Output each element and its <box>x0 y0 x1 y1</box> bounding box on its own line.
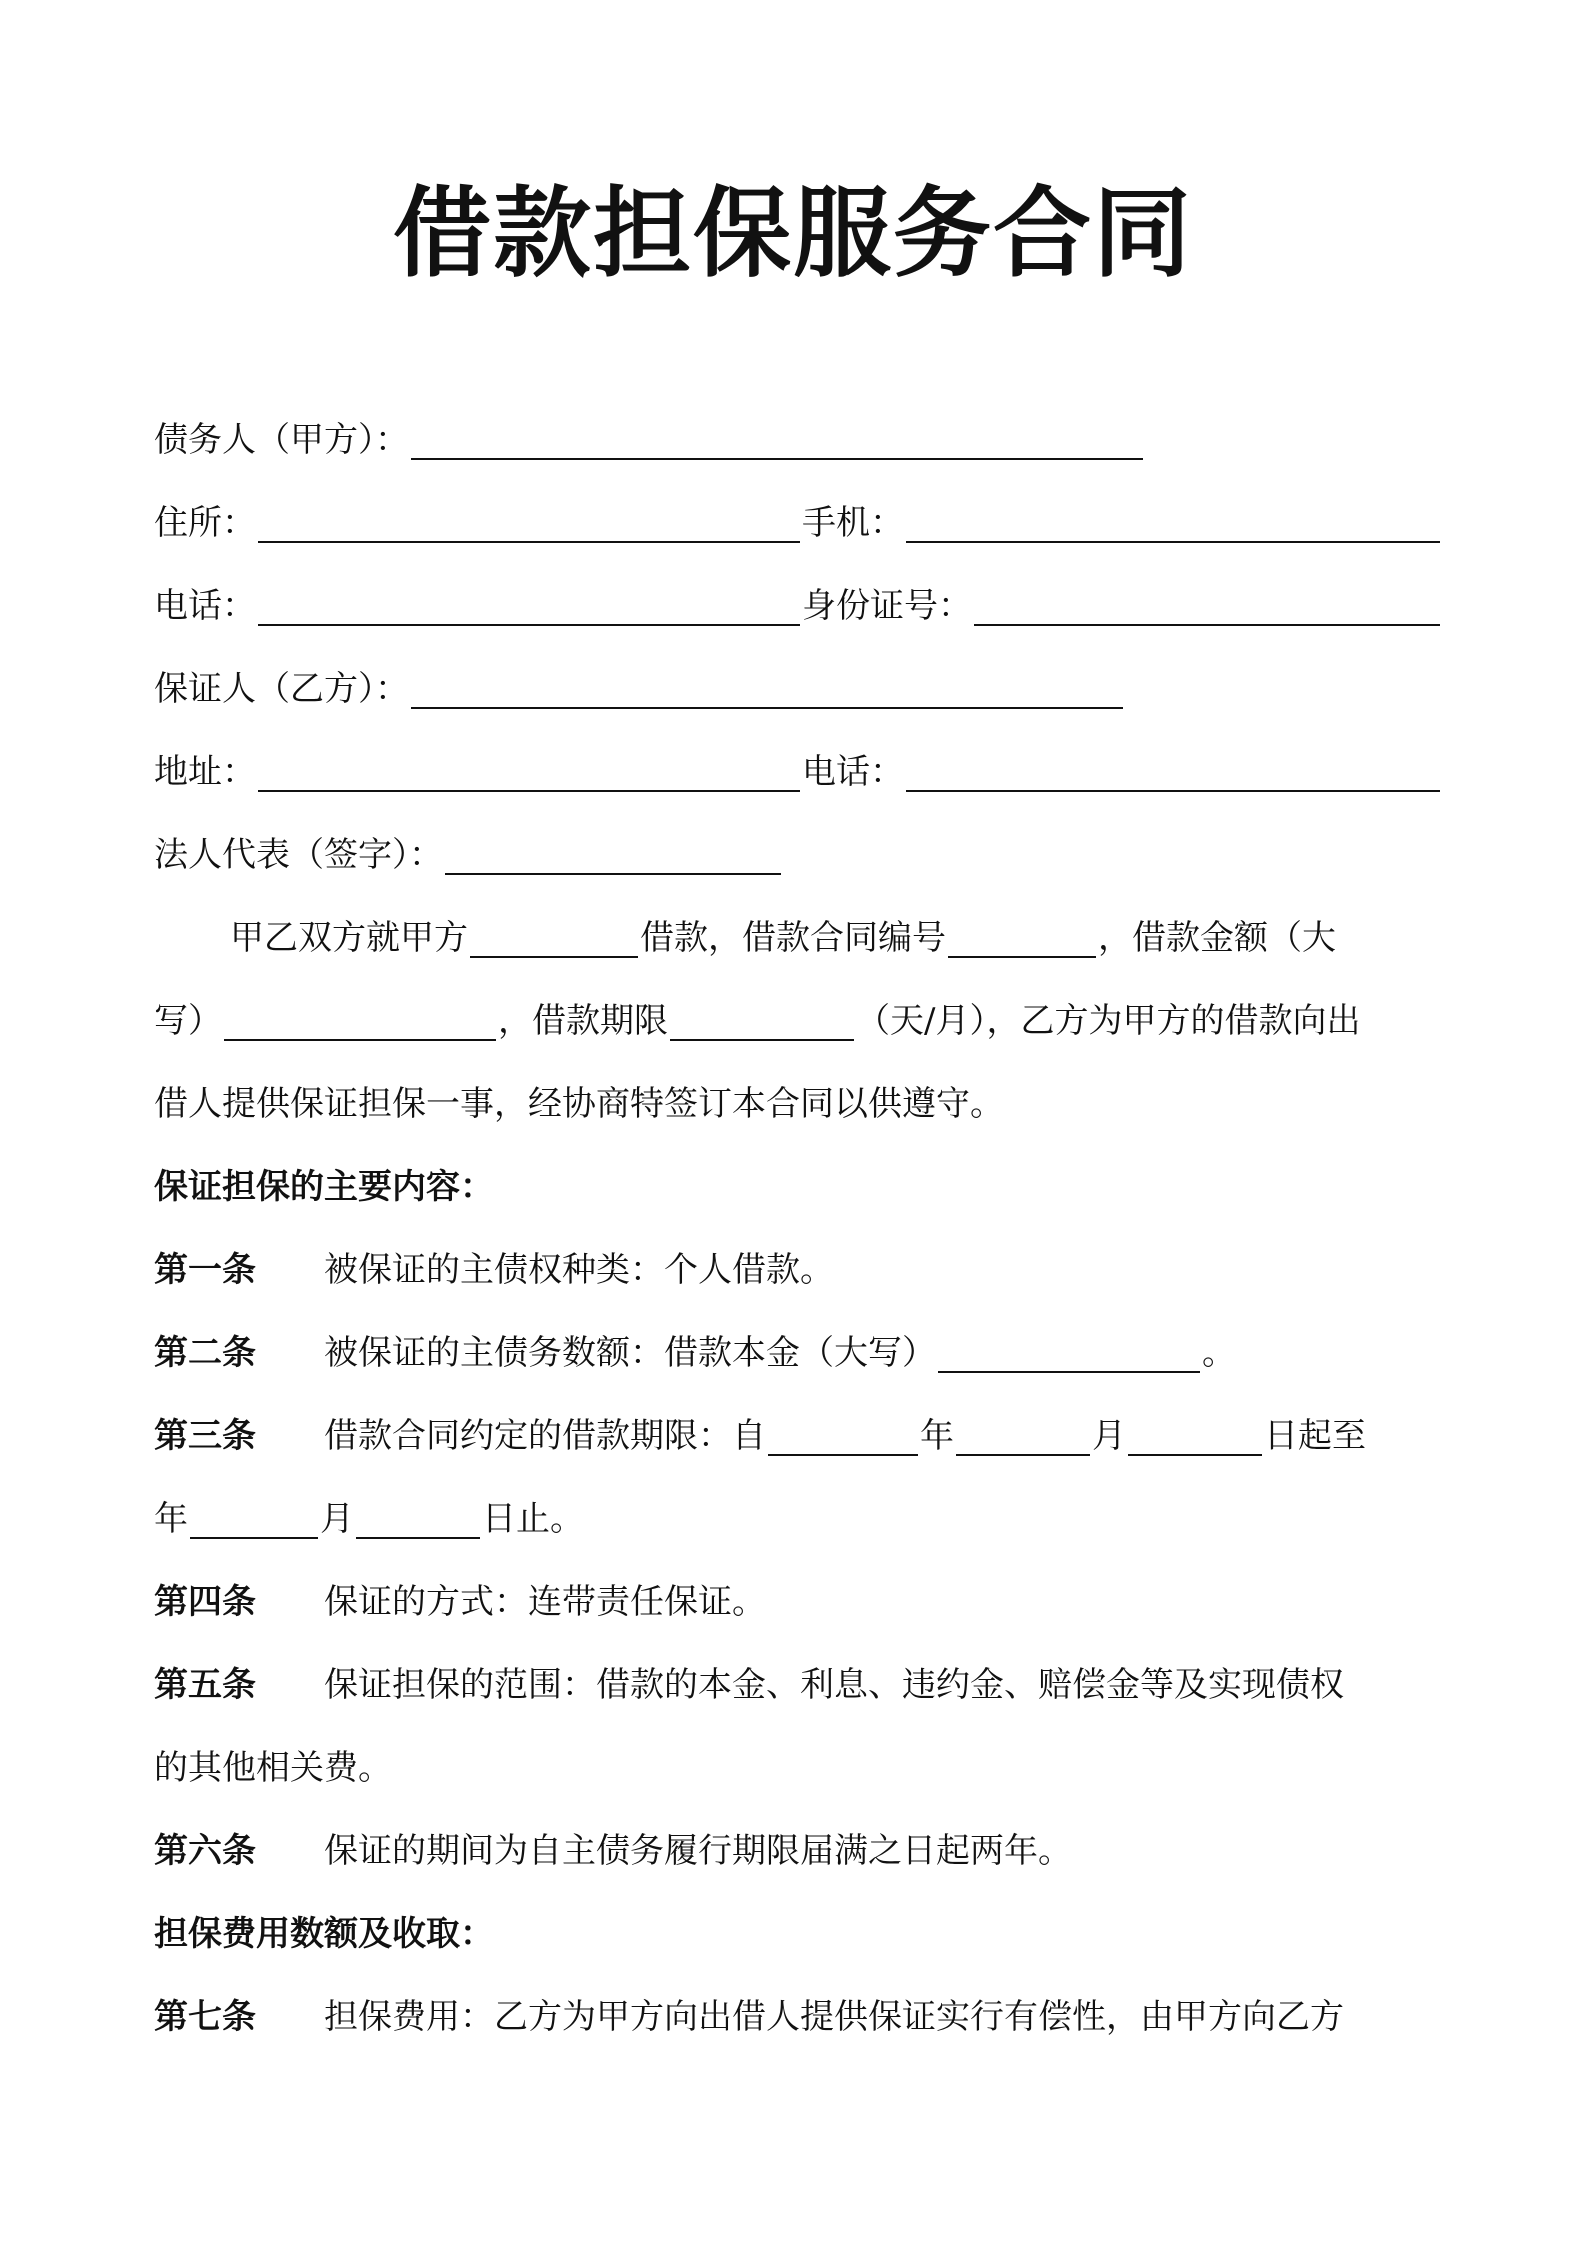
intro-line-2 <box>154 1001 1442 1041</box>
intro-text: 写） <box>154 1001 222 1041</box>
address-row <box>154 752 1442 792</box>
debtor-blank <box>411 426 1143 460</box>
phone-row <box>154 586 1442 626</box>
address-blank <box>258 758 800 792</box>
mobile-blank <box>906 509 1440 543</box>
article-text: 日起至 <box>1264 1416 1366 1456</box>
intro-text: 借款，借款合同编号 <box>640 918 946 958</box>
guarantor-row <box>154 669 1442 709</box>
start-day-blank <box>1128 1422 1262 1456</box>
article-label: 第七条 <box>154 1997 256 2037</box>
term-blank <box>670 1007 854 1041</box>
intro-text: 借人提供保证担保一事，经协商特签订本合同以供遵守。 <box>154 1084 1004 1124</box>
residence-blank <box>258 509 800 543</box>
article-label: 第五条 <box>154 1665 256 1705</box>
article-text: 借款合同约定的借款期限：自 <box>324 1416 766 1456</box>
amount-blank <box>224 1007 496 1041</box>
article-7 <box>154 1997 1442 2037</box>
legal-rep-label: 法人代表（签字）： <box>154 835 443 875</box>
residence-row <box>154 503 1442 543</box>
principal-blank <box>938 1339 1200 1373</box>
phone2-label: 电话： <box>802 752 904 792</box>
debtor-label: 债务人（甲方）： <box>154 420 409 460</box>
guarantor-label: 保证人（乙方）： <box>154 669 409 709</box>
intro-line-1 <box>154 918 1442 958</box>
end-month-blank <box>190 1505 318 1539</box>
id-number-blank <box>974 592 1440 626</box>
article-2 <box>154 1333 1442 1373</box>
legal-rep-row <box>154 835 1442 875</box>
article-5 <box>154 1665 1442 1705</box>
intro-text: 甲乙双方就甲方 <box>230 918 468 958</box>
article-1 <box>154 1250 1442 1290</box>
intro-text: （天/月），乙方为甲方的借款向出 <box>856 1001 1361 1041</box>
article-text: 保证的方式：连带责任保证。 <box>324 1582 766 1622</box>
debtor-row <box>154 420 1442 460</box>
section-title: 担保费用数额及收取： <box>154 1914 494 1954</box>
phone2-blank <box>906 758 1440 792</box>
address-label: 地址： <box>154 752 256 792</box>
article-text: 被保证的主债务数额：借款本金（大写） <box>324 1333 936 1373</box>
end-day-blank <box>356 1505 480 1539</box>
article-label: 第六条 <box>154 1831 256 1871</box>
article-text: 保证担保的范围：借款的本金、利息、违约金、赔偿金等及实现债权 <box>324 1665 1344 1705</box>
id-number-label: 身份证号： <box>802 586 972 626</box>
intro-text: ，借款期限 <box>498 1001 668 1041</box>
article-label: 第二条 <box>154 1333 256 1373</box>
page-title: 借款担保服务合同 <box>392 176 1193 291</box>
contract-no-blank <box>948 924 1096 958</box>
guarantor-blank <box>411 675 1123 709</box>
article-text: 日止。 <box>482 1499 584 1539</box>
article-text: 担保费用：乙方为甲方向出借人提供保证实行有偿性，由甲方向乙方 <box>324 1997 1344 2037</box>
phone-blank <box>258 592 800 626</box>
mobile-label: 手机： <box>802 503 904 543</box>
phone-label: 电话： <box>154 586 256 626</box>
residence-label: 住所： <box>154 503 256 543</box>
article-label: 第三条 <box>154 1416 256 1456</box>
article-text: 月 <box>1092 1416 1126 1456</box>
intro-text: ，借款金额（大 <box>1098 918 1336 958</box>
article-text: 月 <box>320 1499 354 1539</box>
section-heading <box>154 1167 1442 1207</box>
article-text: 。 <box>1202 1333 1236 1373</box>
borrower-blank <box>470 924 638 958</box>
legal-rep-blank <box>445 841 781 875</box>
article-text: 年 <box>154 1499 188 1539</box>
article-5-cont <box>154 1748 1442 1788</box>
article-text: 的其他相关费。 <box>154 1748 392 1788</box>
section-heading-2 <box>154 1914 1442 1954</box>
article-4 <box>154 1582 1442 1622</box>
article-label: 第一条 <box>154 1250 256 1290</box>
article-label: 第四条 <box>154 1582 256 1622</box>
start-month-blank <box>956 1422 1090 1456</box>
article-text: 保证的期间为自主债务履行期限届满之日起两年。 <box>324 1831 1072 1871</box>
article-3-cont <box>154 1499 1442 1539</box>
article-6 <box>154 1831 1442 1871</box>
article-text: 被保证的主债权种类：个人借款。 <box>324 1250 834 1290</box>
article-3 <box>154 1416 1442 1456</box>
start-year-blank <box>768 1422 918 1456</box>
intro-line-3 <box>154 1084 1442 1124</box>
section-title: 保证担保的主要内容： <box>154 1167 494 1207</box>
article-text: 年 <box>920 1416 954 1456</box>
